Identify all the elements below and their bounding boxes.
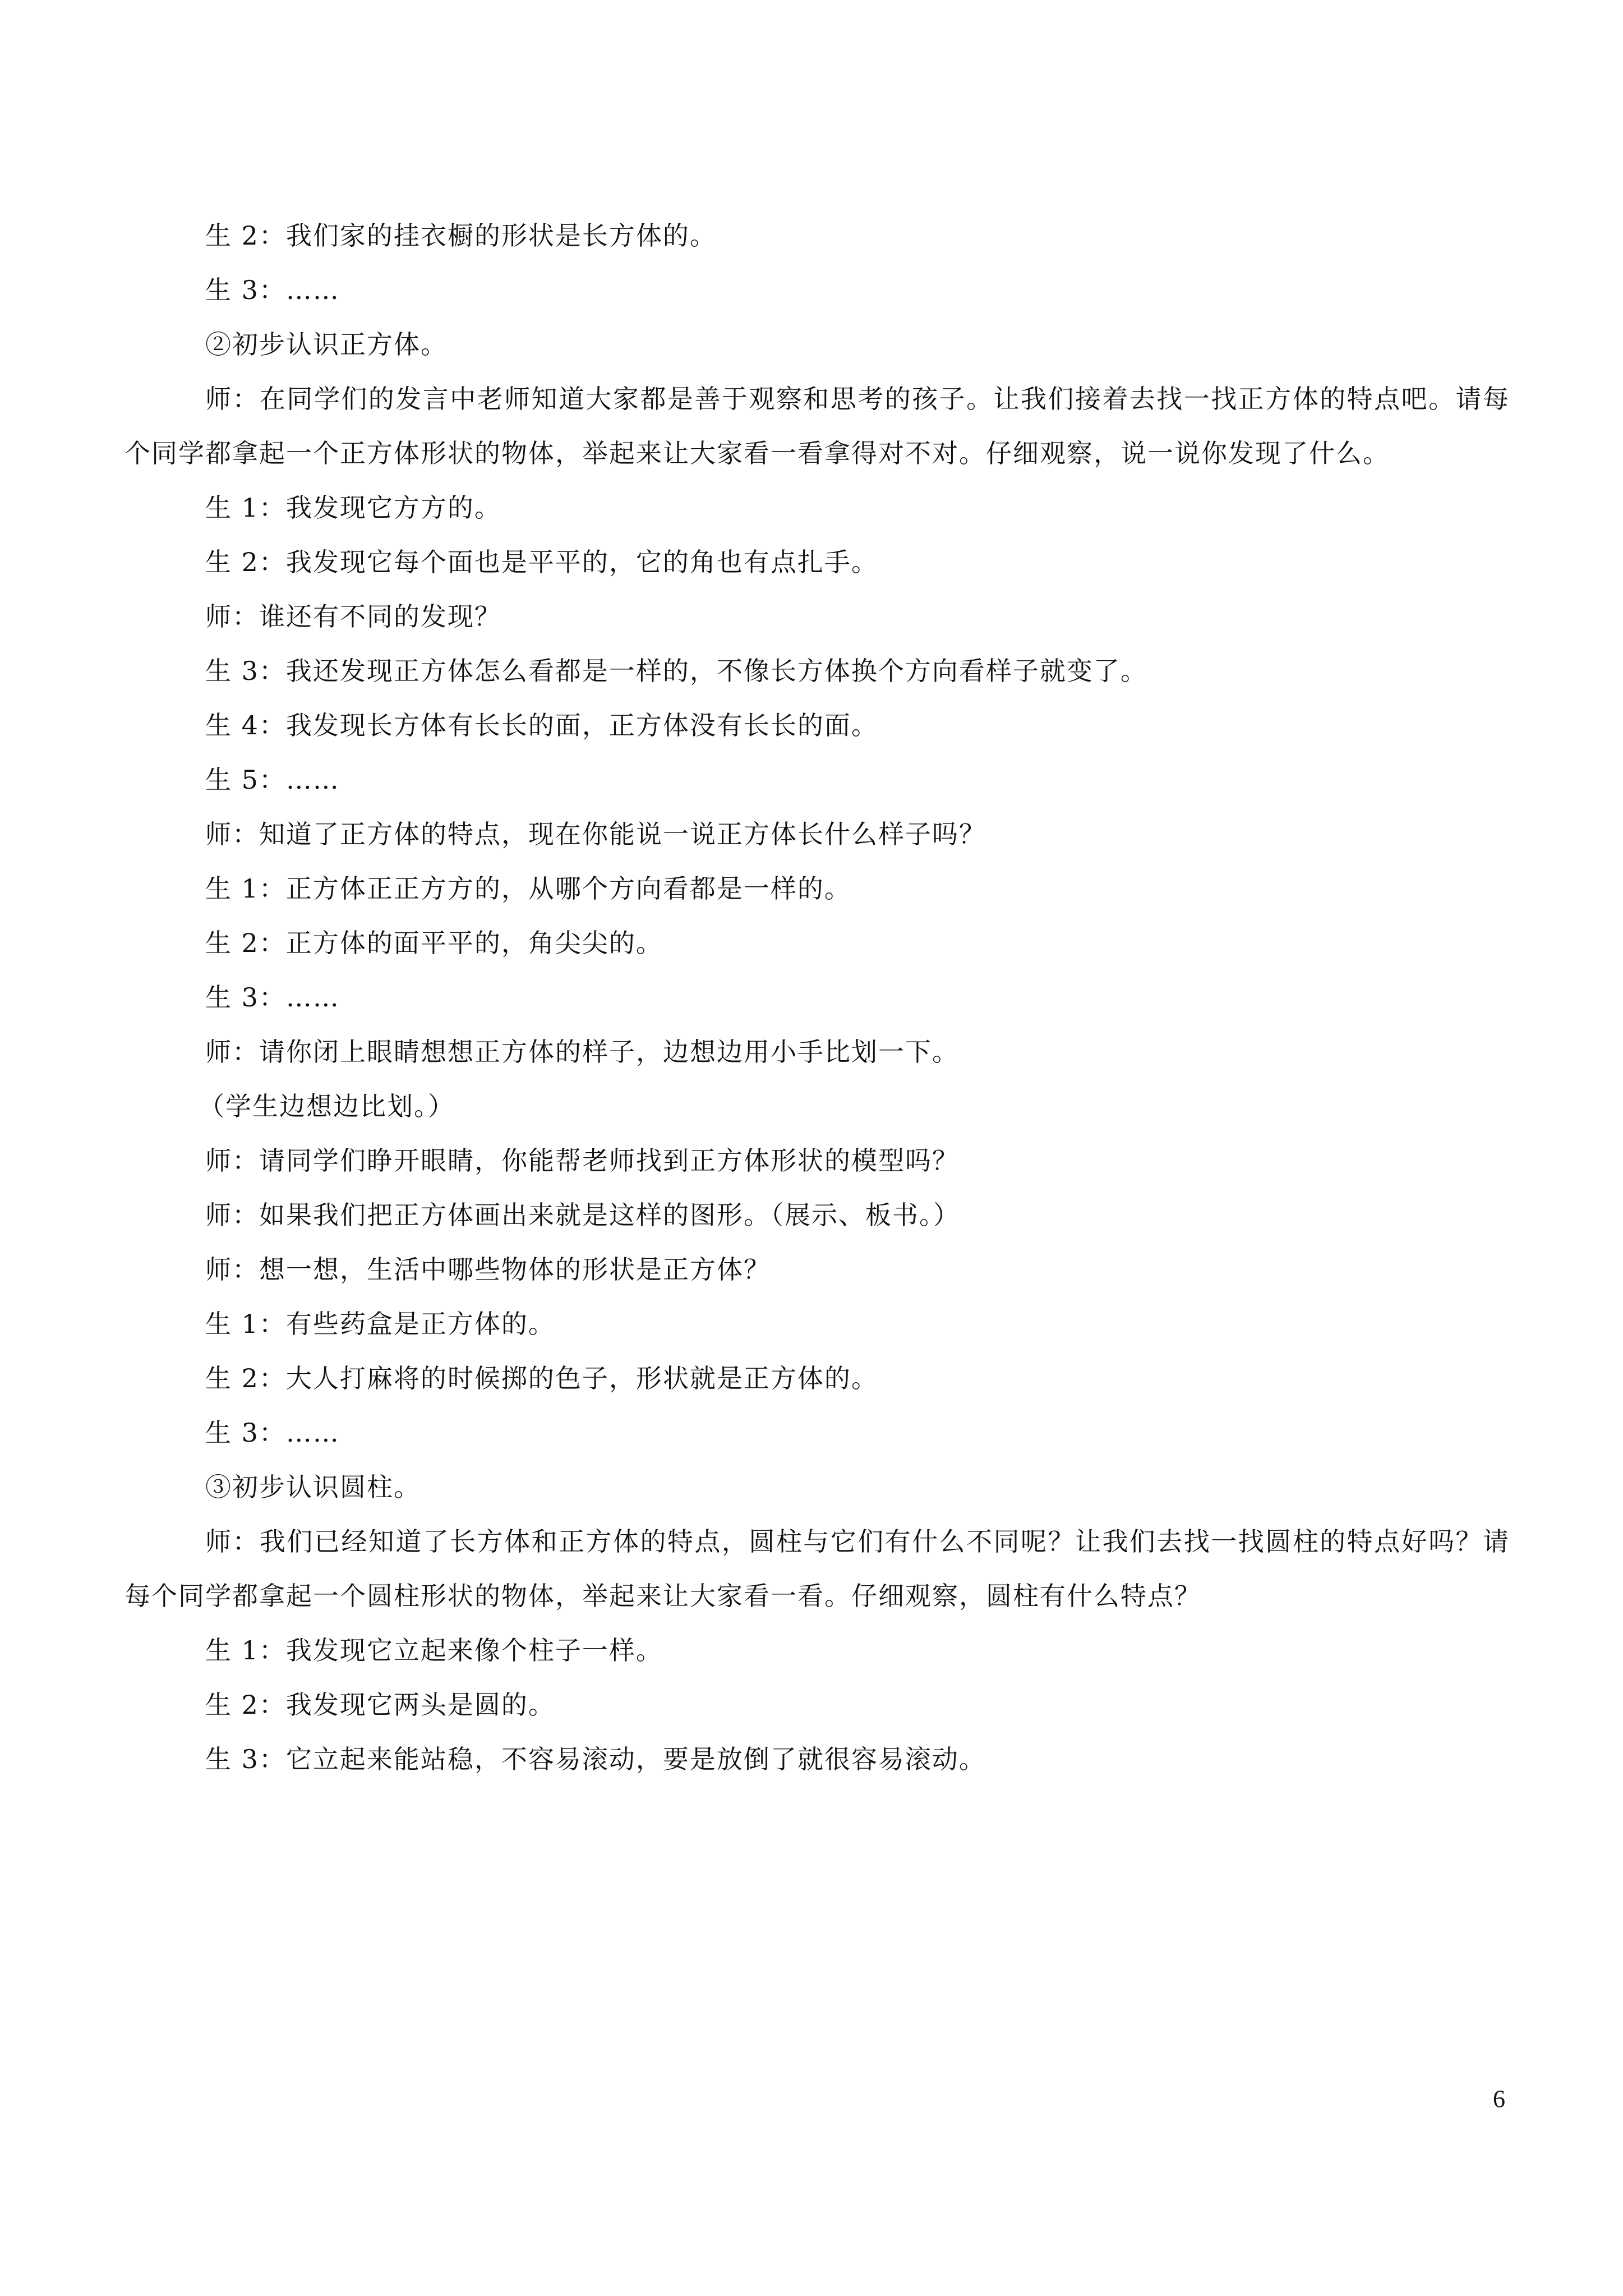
section-heading: ③初步认识圆柱。 bbox=[205, 1472, 421, 1502]
paragraph: 师：知道了正方体的特点，现在你能说一说正方体长什么样子吗？ bbox=[205, 819, 986, 849]
paragraph: 生 3：我还发现正方体怎么看都是一样的，不像长方体换个方向看样子就变了。 bbox=[205, 656, 1147, 686]
paragraph: 生 3：…… bbox=[205, 982, 340, 1013]
paragraph: 生 2：正方体的面平平的，角尖尖的。 bbox=[205, 928, 663, 958]
paragraph: 生 1：我发现它方方的。 bbox=[205, 493, 501, 523]
paragraph: 师：请你闭上眼睛想想正方体的样子，边想边用小手比划一下。 bbox=[205, 1037, 959, 1067]
paragraph: 生 2：大人打麻将的时候掷的色子，形状就是正方体的。 bbox=[205, 1363, 878, 1393]
paragraph: 师：请同学们睁开眼睛，你能帮老师找到正方体形状的模型吗？ bbox=[205, 1145, 959, 1176]
paragraph: 生 3：…… bbox=[205, 1418, 340, 1448]
paragraph: 生 3：它立起来能站稳，不容易滚动，要是放倒了就很容易滚动。 bbox=[205, 1744, 986, 1774]
paragraph: 生 2：我发现它每个面也是平平的，它的角也有点扎手。 bbox=[205, 547, 878, 577]
paragraph: 生 1：我发现它立起来像个柱子一样。 bbox=[205, 1635, 663, 1665]
paragraph: 生 4：我发现长方体有长长的面，正方体没有长长的面。 bbox=[205, 710, 878, 740]
stage-direction: （学生边想边比划。） bbox=[199, 1091, 455, 1121]
paragraph: 生 1：有些药盒是正方体的。 bbox=[205, 1309, 555, 1339]
paragraph: 生 1：正方体正正方方的，从哪个方向看都是一样的。 bbox=[205, 873, 851, 904]
page-number: 6 bbox=[1493, 2085, 1505, 2113]
section-heading: ②初步认识正方体。 bbox=[205, 329, 448, 360]
paragraph: 生 2：我发现它两头是圆的。 bbox=[205, 1690, 555, 1720]
paragraph: 师：想一想，生活中哪些物体的形状是正方体？ bbox=[205, 1254, 771, 1285]
paragraph: 师：谁还有不同的发现？ bbox=[205, 601, 501, 632]
paragraph: 生 2：我们家的挂衣橱的形状是长方体的。 bbox=[205, 220, 717, 251]
paragraph: 生 3：…… bbox=[205, 275, 340, 305]
paragraph: 师：我们已经知道了长方体和正方体的特点，圆柱与它们有什么不同呢？让我们去找一找圆柱的特点好吗？请每个同学都拿起一个圆柱形状的物体，举起来让大家看一看。仔细观察，圆柱有什么特点？ bbox=[125, 1526, 1510, 1611]
paragraph: 生 5：…… bbox=[205, 765, 340, 795]
paragraph: 师：在同学们的发言中老师知道大家都是善于观察和思考的孩子。让我们接着去找一找正方体的特点吧。请每个同学都拿起一个正方体形状的物体，举起来让大家看一看拿得对不对。仔细观察，说一说你发现了什么。 bbox=[125, 384, 1510, 468]
document-body bbox=[125, 209, 1510, 1787]
paragraph: 师：如果我们把正方体画出来就是这样的图形。（展示、板书。） bbox=[205, 1200, 960, 1230]
